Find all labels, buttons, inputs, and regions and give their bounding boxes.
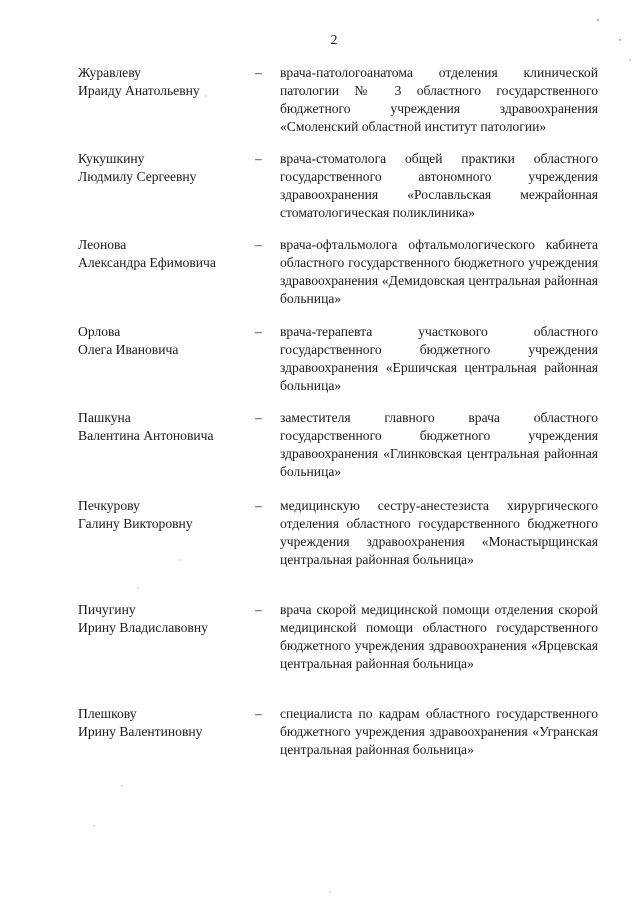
person-name <box>78 236 258 272</box>
dash: – <box>255 237 262 252</box>
person-name <box>78 323 258 359</box>
position-text: врача-патологоанатома отделения клинической патологии № 3 областного государственного бюджетного учреждения здравоохранения «Смоленский областной институт патологии» <box>280 65 598 134</box>
given-names: Олега Ивановича <box>78 342 179 357</box>
surname: Пашкуна <box>78 410 131 425</box>
person-name <box>78 150 258 186</box>
page-number: 2 <box>330 33 338 48</box>
surname: Кукушкину <box>78 151 145 166</box>
position-text: врача-офтальмолога офтальмологического кабинета областного государственного бюджетного учреждения здравоохранения «Демидовская центральная районная больница» <box>280 237 598 306</box>
position-text: врача скорой медицинской помощи отделения скорой медицинской помощи областного государственного бюджетного учреждения здравоохранения «Ярцевская центральная районная больница» <box>280 602 598 671</box>
dash: – <box>255 602 262 617</box>
given-names: Ирину Владиславовну <box>78 620 208 635</box>
given-names: Галину Викторовну <box>78 516 193 531</box>
position-text: специалиста по кадрам областного государственного бюджетного учреждения здравоохранения «Угранская центральная районная больница» <box>280 706 598 757</box>
position-text: заместителя главного врача областного государственного бюджетного учреждения здравоохранения «Глинковская центральная районная больница» <box>280 410 598 479</box>
given-names: Валентина Антоновича <box>78 428 214 443</box>
person-name <box>78 705 258 741</box>
surname: Плешкову <box>78 706 137 721</box>
dash: – <box>255 706 262 721</box>
person-name <box>78 64 258 100</box>
given-names: Ираиду Анатольевну <box>78 83 200 98</box>
surname: Орлова <box>78 324 121 339</box>
given-names: Александра Ефимовича <box>78 255 216 270</box>
person-name <box>78 409 258 445</box>
dash: – <box>255 410 262 425</box>
position-text: врача-стоматолога общей практики областного государственного автономного учреждения здравоохранения «Рославльская межрайонная стоматологическая поликлиника» <box>280 151 598 220</box>
surname: Леонова <box>78 237 127 252</box>
dash: – <box>255 498 262 513</box>
dash: – <box>255 65 262 80</box>
surname: Пичугину <box>78 602 136 617</box>
surname: Журавлеву <box>78 65 141 80</box>
position-text: врача-терапевта участкового областного государственного бюджетного учреждения здравоохранения «Ершичская центральная районная больница» <box>280 324 598 393</box>
given-names: Людмилу Сергеевну <box>78 169 197 184</box>
person-name <box>78 601 258 637</box>
person-name <box>78 497 258 533</box>
surname: Печкурову <box>78 498 140 513</box>
dash: – <box>255 324 262 339</box>
given-names: Ирину Валентиновну <box>78 724 203 739</box>
position-text: медицинскую сестру-анестезиста хирургического отделения областного государственного бюджетного учреждения здравоохранения «Монастырщинская центральная районная больница» <box>280 498 598 567</box>
dash: – <box>255 151 262 166</box>
